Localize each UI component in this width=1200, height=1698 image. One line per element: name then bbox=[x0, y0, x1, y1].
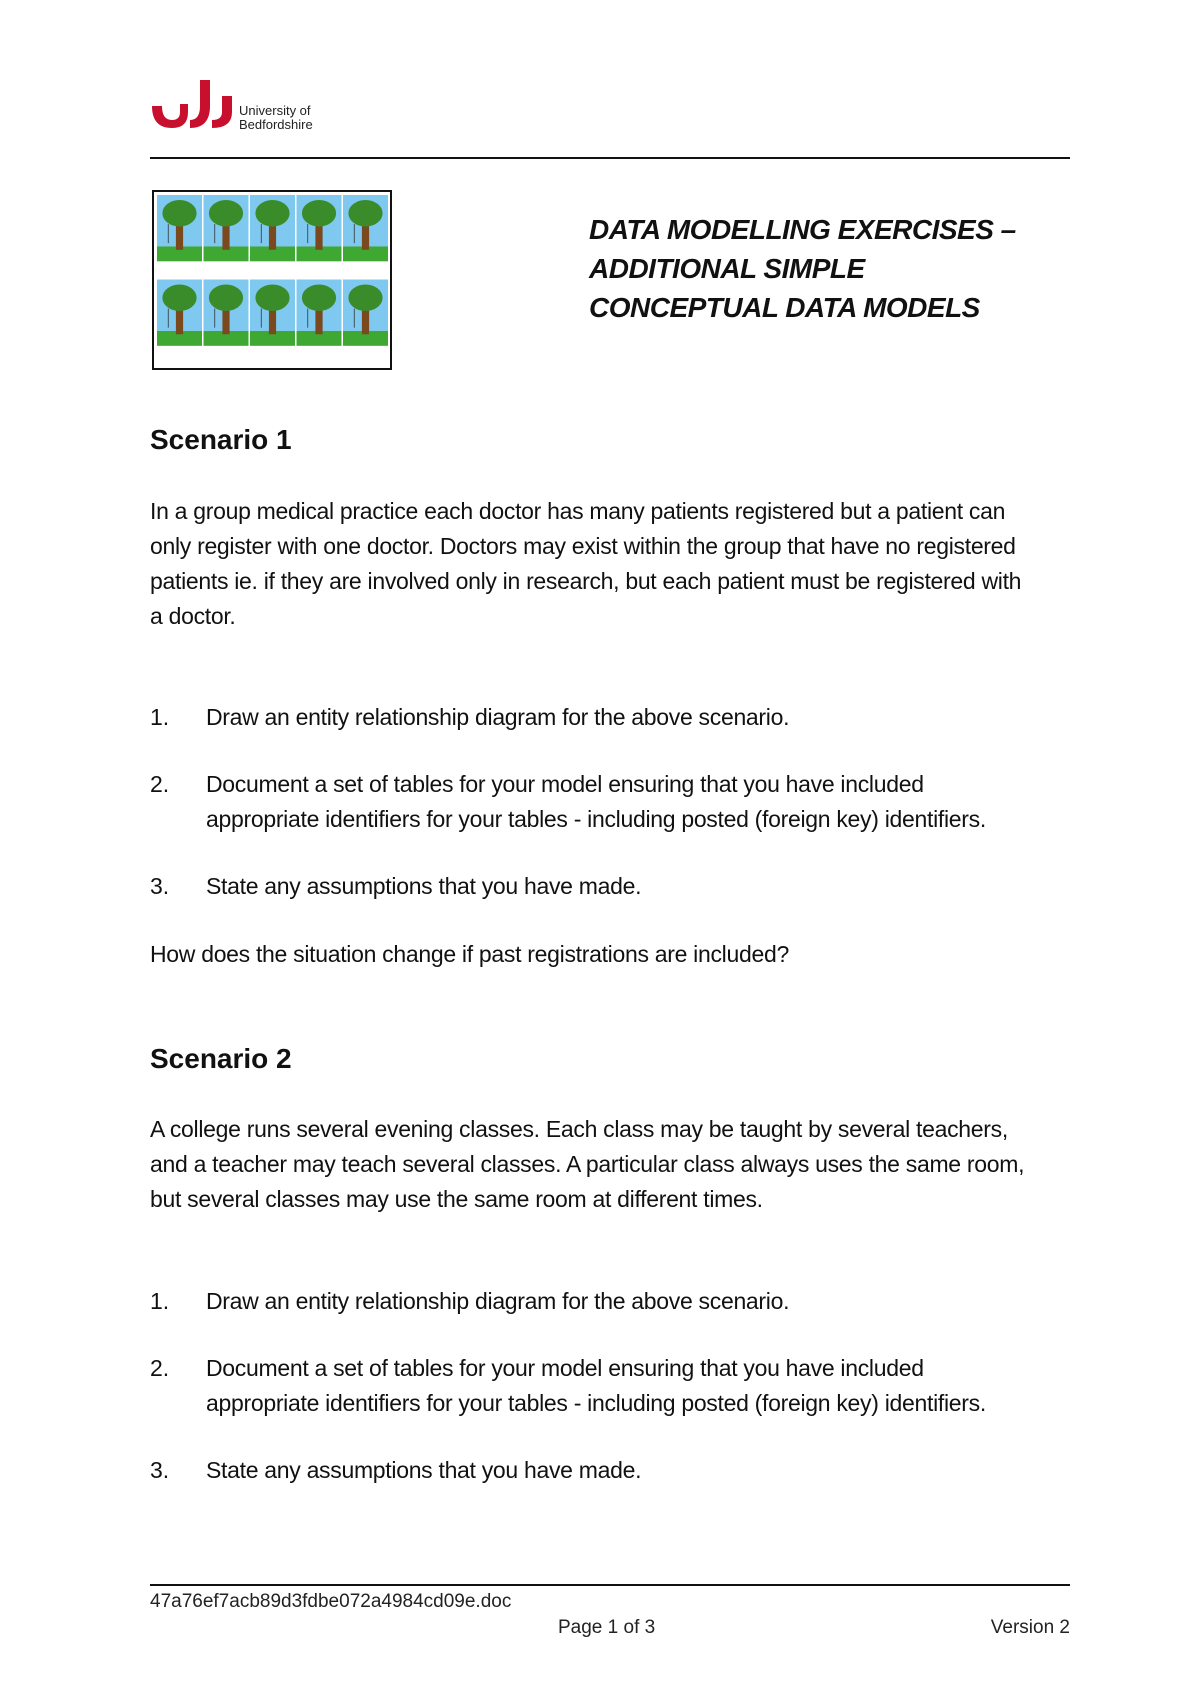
scenario-1-item-1-text bbox=[206, 700, 1066, 735]
cartoon-panel bbox=[157, 195, 202, 278]
scenario-2-paragraph bbox=[150, 1112, 1080, 1217]
paragraph-line: patients ie. if they are involved only in research, but each patient must be registered with bbox=[150, 568, 1022, 594]
cartoon-panel bbox=[297, 195, 342, 278]
title-line-1: DATA MODELLING EXERCISES – bbox=[589, 214, 1016, 245]
title-line-3: CONCEPTUAL DATA MODELS bbox=[589, 292, 980, 323]
logo-mark bbox=[152, 80, 232, 128]
scenario-1-item-3-number: 3. bbox=[150, 873, 170, 899]
cartoon-panel bbox=[204, 195, 249, 278]
scenario-2-item-1-number: 1. bbox=[150, 1288, 170, 1314]
item-line: Draw an entity relationship diagram for the above scenario. bbox=[206, 1288, 790, 1314]
logo-wordmark bbox=[239, 104, 313, 132]
footer-filename: 47a76ef7acb89d3fdbe072a4984cd09e.doc bbox=[150, 1591, 512, 1612]
scenario-1-item-2-number: 2. bbox=[150, 771, 170, 797]
scenario-1-item-1-number: 1. bbox=[150, 704, 170, 730]
item-line: State any assumptions that you have made. bbox=[206, 873, 642, 899]
scenario-1-paragraph bbox=[150, 494, 1080, 634]
scenario-1-item-3-text bbox=[206, 869, 1066, 904]
cartoon-panel bbox=[204, 280, 249, 363]
scenario-2-heading: Scenario 2 bbox=[150, 1043, 292, 1074]
item-line: appropriate identifiers for your tables - including posted (foreign key) identifiers. bbox=[206, 1390, 986, 1416]
scenario-2-item-2-text bbox=[206, 1351, 1066, 1421]
scenario-2-item-2-number: 2. bbox=[150, 1355, 170, 1381]
header-rule bbox=[150, 157, 1070, 159]
scenario-2-item-1-text bbox=[206, 1284, 1066, 1319]
paragraph-line: a doctor. bbox=[150, 603, 236, 629]
footer-page-number: Page 1 of 3 bbox=[558, 1617, 656, 1638]
logo-line-1: University of bbox=[239, 103, 311, 118]
cartoon-panel bbox=[250, 280, 295, 363]
scenario-2-item-3-text bbox=[206, 1453, 1066, 1488]
scenario-2-item-3-number: 3. bbox=[150, 1457, 170, 1483]
scenario-1-question: How does the situation change if past registrations are included? bbox=[150, 941, 789, 967]
item-line: State any assumptions that you have made. bbox=[206, 1457, 642, 1483]
paragraph-line: and a teacher may teach several classes. A particular class always uses the same room, bbox=[150, 1151, 1025, 1177]
cartoon-panel bbox=[343, 280, 388, 363]
cartoon-panel bbox=[297, 280, 342, 363]
cartoon-panel bbox=[343, 195, 388, 278]
footer-version: Version 2 bbox=[990, 1617, 1070, 1638]
cartoon-panel bbox=[250, 195, 295, 278]
paragraph-line: In a group medical practice each doctor has many patients registered but a patient can bbox=[150, 498, 1006, 524]
item-line: appropriate identifiers for your tables - including posted (foreign key) identifiers. bbox=[206, 806, 986, 832]
item-line: Document a set of tables for your model ensuring that you have included bbox=[206, 1355, 924, 1381]
scenario-1-heading: Scenario 1 bbox=[150, 424, 292, 455]
cartoon-panel bbox=[157, 280, 202, 363]
item-line: Draw an entity relationship diagram for the above scenario. bbox=[206, 704, 790, 730]
item-line: Document a set of tables for your model ensuring that you have included bbox=[206, 771, 924, 797]
paragraph-line: only register with one doctor. Doctors may exist within the group that have no registered bbox=[150, 533, 1016, 559]
scenario-1-item-2-text bbox=[206, 767, 1066, 837]
document-title bbox=[589, 210, 1059, 327]
footer-rule bbox=[150, 1584, 1070, 1586]
logo-line-2: Bedfordshire bbox=[239, 117, 313, 132]
title-line-2: ADDITIONAL SIMPLE bbox=[589, 253, 865, 284]
tree-swing-cartoon-image bbox=[152, 190, 392, 370]
paragraph-line: but several classes may use the same room at different times. bbox=[150, 1186, 763, 1212]
paragraph-line: A college runs several evening classes. Each class may be taught by several teachers, bbox=[150, 1116, 1008, 1142]
